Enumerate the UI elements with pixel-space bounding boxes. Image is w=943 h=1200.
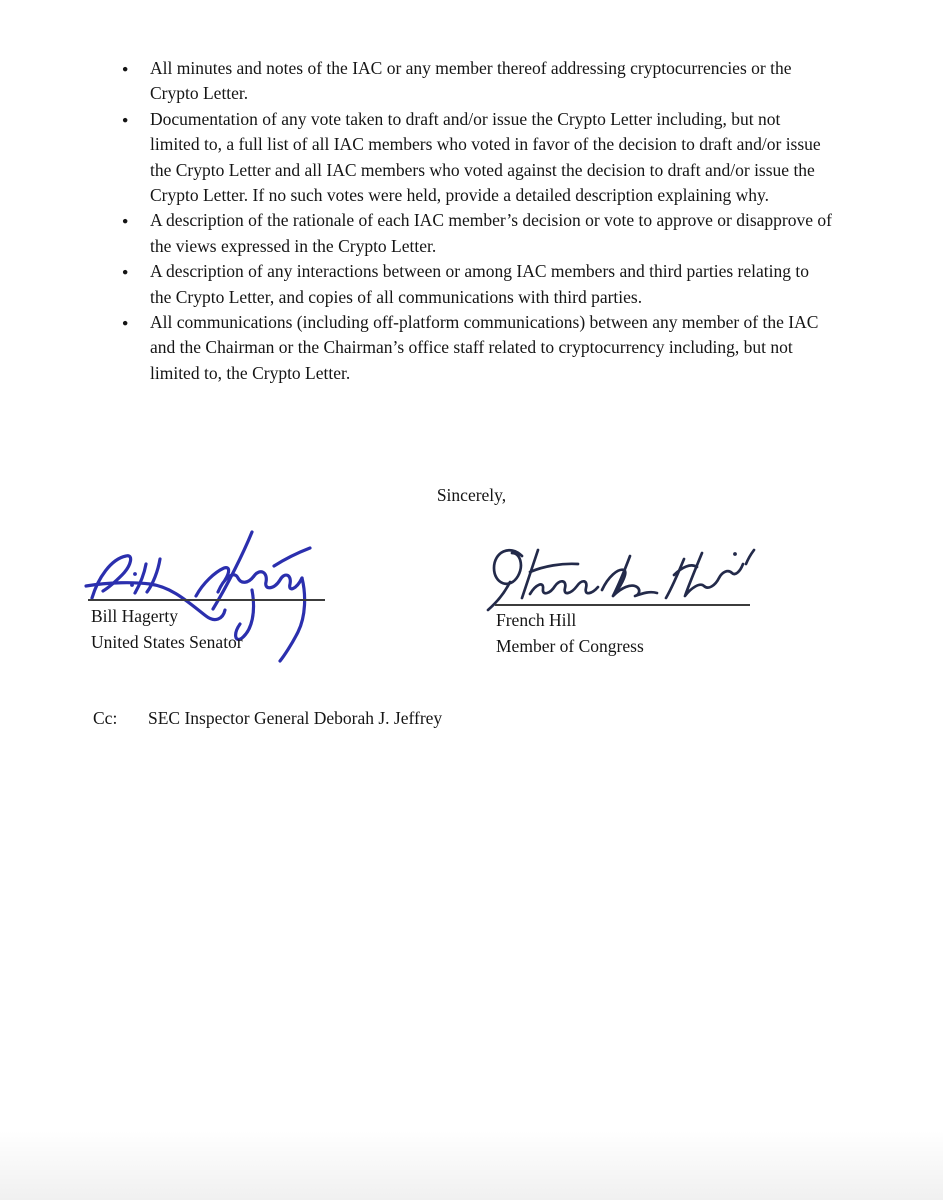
- bullet-item: ● Documentation of any vote taken to draft and/or issue the Crypto Letter including, but not limited to, a full list of all IAC members who voted in favor of the decision to draft and/or issue the Crypto Letter and all IAC members who voted against the decision to draft and/or issue the Crypto Letter. If no such votes were held, provide a detailed description explaining why.: [121, 107, 833, 209]
- closing-sincerely: Sincerely,: [436, 485, 507, 505]
- hill-signature-name: French Hill: [496, 610, 577, 630]
- bullet-item: ● All minutes and notes of the IAC or any member thereof addressing cryptocurrencies or the Crypto Letter.: [121, 56, 833, 107]
- request-bullet-list: [121, 56, 833, 386]
- cc-line: [93, 708, 442, 729]
- hagerty-signature-name: Bill Hagerty: [91, 606, 178, 626]
- page-bottom-shadow: [0, 1130, 943, 1200]
- cc-recipient: SEC Inspector General Deborah J. Jeffrey: [148, 708, 443, 728]
- cc-label: Cc:: [93, 708, 118, 728]
- bullet-item: ● All communications (including off-platform communications) between any member of the IAC and the Chairman or the Chairman’s office staff related to cryptocurrency including, but not limited to, the Crypto Letter.: [121, 310, 833, 386]
- hagerty-signature-line: [88, 599, 325, 601]
- hagerty-signature-title: United States Senator: [91, 632, 243, 652]
- hill-signature-title: Member of Congress: [496, 636, 644, 656]
- bullet-item: ● A description of the rationale of each IAC member’s decision or vote to approve or disapprove of the views expressed in the Crypto Letter.: [121, 208, 833, 259]
- bullet-item: ● A description of any interactions between or among IAC members and third parties relating to the Crypto Letter, and copies of all communications with third parties.: [121, 259, 833, 310]
- hill-signature-line: [495, 604, 750, 606]
